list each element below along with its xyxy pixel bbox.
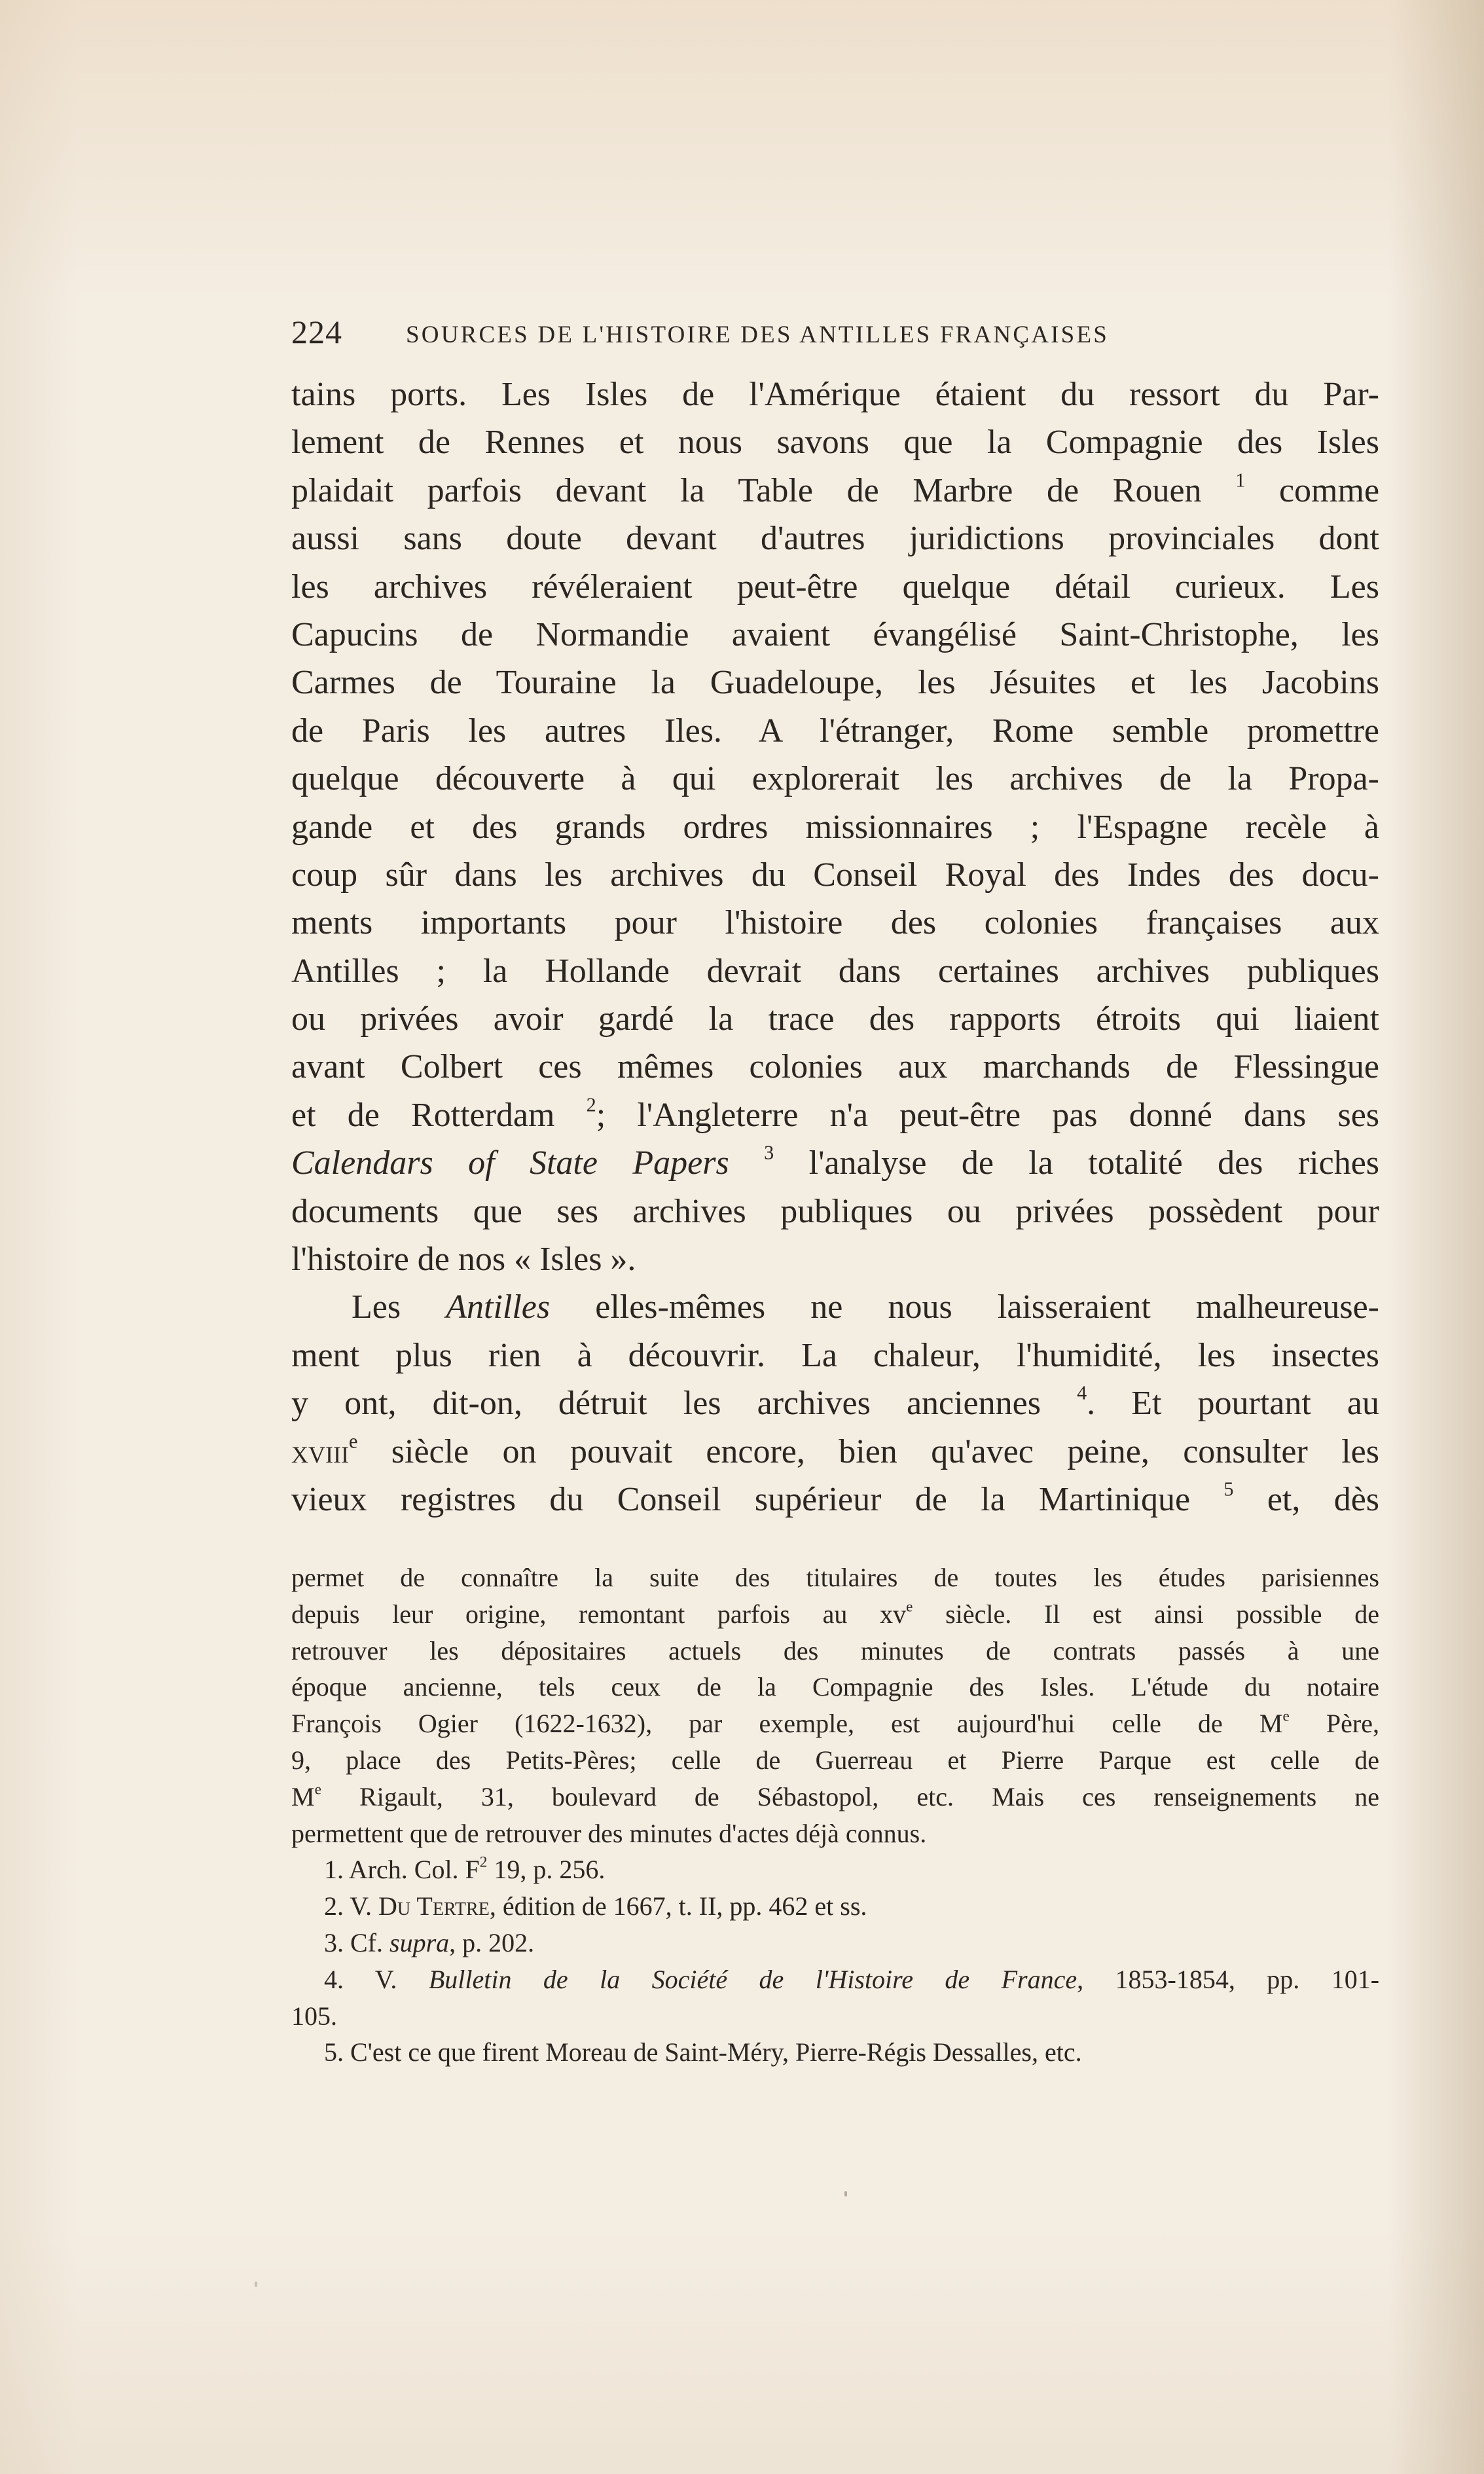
body-text-span: vieux registres du Conseil supérieur de la Martinique — [291, 1480, 1191, 1518]
body-line: lement de Rennes et nous savons que la Compagnie des Isles — [291, 424, 1379, 462]
body-text — [291, 371, 1379, 1523]
footnote-ref-1[interactable]: 1 — [1235, 469, 1246, 492]
footnote-continuation-line — [291, 1596, 1379, 1633]
body-text-span: y ont, dit-on, détruit les archives anciennes — [291, 1385, 1041, 1423]
body-line: ou privées avoir gardé la trace des rapports étroits qui liaient — [291, 1000, 1379, 1038]
body-line — [291, 1091, 1379, 1139]
body-line: tains ports. Les Isles de l'Amérique étaient du ressort du Par- — [291, 376, 1379, 413]
body-text-span: et, dès — [1267, 1480, 1380, 1518]
author-name: Du Tertre — [378, 1891, 490, 1921]
body-line: les archives révéleraient peut-être quelque détail curieux. Les — [291, 568, 1379, 606]
footnote-number: 4. — [324, 1964, 344, 1994]
body-line: de Paris les autres Iles. A l'étranger, Rome semble promettre — [291, 712, 1379, 750]
footnote-text-span: Cf. — [350, 1927, 389, 1957]
body-text-span: elles-mêmes ne nous laisseraient malheureuse- — [595, 1288, 1379, 1326]
body-text-span: ; l'Angleterre n'a peut-être pas donné dans ses — [596, 1096, 1380, 1134]
footnote-text-span: , p. 202. — [449, 1927, 535, 1957]
body-line: ments importants pour l'histoire des colonies françaises aux — [291, 904, 1379, 942]
footnote-3 — [291, 1925, 1379, 1961]
footnote-continuation-line: permet de connaître la suite des titulaires de toutes les études parisiennes — [291, 1563, 1379, 1592]
footnote-1 — [291, 1851, 1379, 1888]
footnote-continuation-line: 9, place des Petits-Pères; celle de Guerreau et Pierre Parque est celle de — [291, 1745, 1379, 1775]
ordinal-suffix: e — [314, 1781, 321, 1798]
running-title: SOURCES DE L'HISTOIRE DES ANTILLES FRANÇAISES — [406, 321, 1110, 348]
footnote-5 — [291, 2034, 1379, 2071]
italic-word: Antilles — [446, 1288, 551, 1326]
footnote-text-span: , 1853-1854, pp. 101- — [1077, 1964, 1380, 1994]
body-line: Antilles ; la Hollande devrait dans certaines archives publiques — [291, 952, 1379, 990]
footnote-number: 1. — [324, 1855, 344, 1885]
page-header — [291, 309, 1378, 355]
body-line: avant Colbert ces mêmes colonies aux marchands de Flessingue — [291, 1048, 1379, 1086]
footnote-text-span: , édition de 1667, t. II, pp. 462 et ss. — [489, 1891, 867, 1921]
footnote-2 — [291, 1888, 1379, 1925]
body-line — [291, 1139, 1379, 1187]
body-line: ment plus rien à découvrir. La chaleur, l'humidité, les insectes — [291, 1336, 1379, 1374]
body-line: quelque découverte à qui explorerait les archives de la Propa- — [291, 760, 1379, 798]
footnote-text-span: Rigault, 31, boulevard de Sébastopol, etc. Mais ces renseignements ne — [321, 1781, 1379, 1811]
footnote-text-span: M — [291, 1781, 315, 1811]
body-line — [291, 467, 1379, 515]
body-line — [291, 1428, 1379, 1476]
footnote-number: 5. — [324, 2037, 344, 2067]
ordinal-suffix: e — [1282, 1707, 1290, 1725]
body-line: Capucins de Normandie avaient évangélisé Saint-Christophe, les — [291, 615, 1379, 653]
footnote-continuation-line: retrouver les dépositaires actuels des minutes de contrats passés à une — [291, 1635, 1379, 1665]
footnote-text-span: 19, p. 256. — [487, 1855, 606, 1885]
body-line — [291, 1476, 1379, 1523]
ordinal-suffix: e — [348, 1429, 358, 1452]
body-line — [291, 1379, 1379, 1427]
body-text-span: l'analyse de la totalité des riches — [808, 1144, 1380, 1182]
paper-speck — [844, 2191, 847, 2196]
body-text-span: siècle on pouvait encore, bien qu'avec peine, consulter les — [391, 1432, 1379, 1470]
footnote-continuation-line — [291, 1705, 1379, 1742]
body-line: aussi sans doute devant d'autres juridictions provinciales dont — [291, 520, 1379, 558]
footnote-continuation-line: permettent que de retrouver des minutes d'actes déjà connus. — [291, 1818, 927, 1848]
footnote-number: 3. — [324, 1927, 344, 1957]
footnote-text-span: C'est ce que firent Moreau de Saint-Méry, Pierre-Régis Dessalles, etc. — [350, 2037, 1082, 2067]
body-line: documents que ses archives publiques ou privées possèdent pour — [291, 1192, 1379, 1230]
footnote-ref-3[interactable]: 3 — [764, 1141, 774, 1164]
ordinal-suffix: e — [906, 1598, 913, 1616]
italic-title: Bulletin de la Société de l'Histoire de France — [428, 1964, 1077, 1994]
body-line: Carmes de Touraine la Guadeloupe, les Jésuites et les Jacobins — [291, 664, 1379, 702]
footnote-text-span: V. — [374, 1964, 429, 1994]
footnote-4 — [291, 1961, 1379, 1998]
footnote-text-span: V. — [350, 1891, 379, 1921]
footnote-ref-2[interactable]: 2 — [586, 1093, 596, 1116]
body-text-span: comme — [1278, 471, 1380, 509]
body-text-span: . Et pourtant au — [1087, 1385, 1379, 1423]
footnote-continuation-line — [291, 1779, 1379, 1815]
page-number: 224 — [291, 314, 342, 350]
body-line: gande et des grands ordres missionnaires ; l'Espagne recèle à — [291, 808, 1379, 846]
italic-word: supra — [389, 1927, 450, 1957]
body-text-span: plaidait parfois devant la Table de Marbre de Rouen — [291, 471, 1202, 509]
body-text-span: et de Rotterdam — [291, 1096, 555, 1134]
footnote-text-span: siècle. Il est ainsi possible de — [913, 1599, 1379, 1629]
footnote-text-span: François Ogier (1622-1632), par exemple, est aujourd'hui celle de M — [291, 1709, 1283, 1739]
body-text-span: Les — [352, 1288, 401, 1326]
footnote-ref-5[interactable]: 5 — [1223, 1478, 1234, 1501]
footnote-text-span: Père, — [1289, 1709, 1379, 1739]
century-numeral: xviii — [291, 1432, 349, 1470]
footnote-text-span: Arch. Col. F — [348, 1855, 480, 1885]
footnote-number: 2. — [324, 1891, 344, 1921]
body-line: coup sûr dans les archives du Conseil Royal des Indes des docu- — [291, 856, 1379, 894]
italic-title: Calendars of State Papers — [291, 1144, 729, 1182]
footnote-4-continuation: 105. — [291, 2001, 337, 2031]
superscript: 2 — [479, 1853, 488, 1871]
footnote-text-span: depuis leur origine, remontant parfois au xv — [291, 1599, 907, 1629]
footnote-continuation-line: époque ancienne, tels ceux de la Compagnie des Isles. L'étude du notaire — [291, 1672, 1379, 1702]
paper-speck — [255, 2282, 257, 2287]
body-line: l'histoire de nos « Isles ». — [291, 1241, 636, 1279]
footnote-ref-4[interactable]: 4 — [1077, 1381, 1087, 1404]
footnotes — [291, 1559, 1379, 2071]
body-line — [291, 1283, 1379, 1331]
